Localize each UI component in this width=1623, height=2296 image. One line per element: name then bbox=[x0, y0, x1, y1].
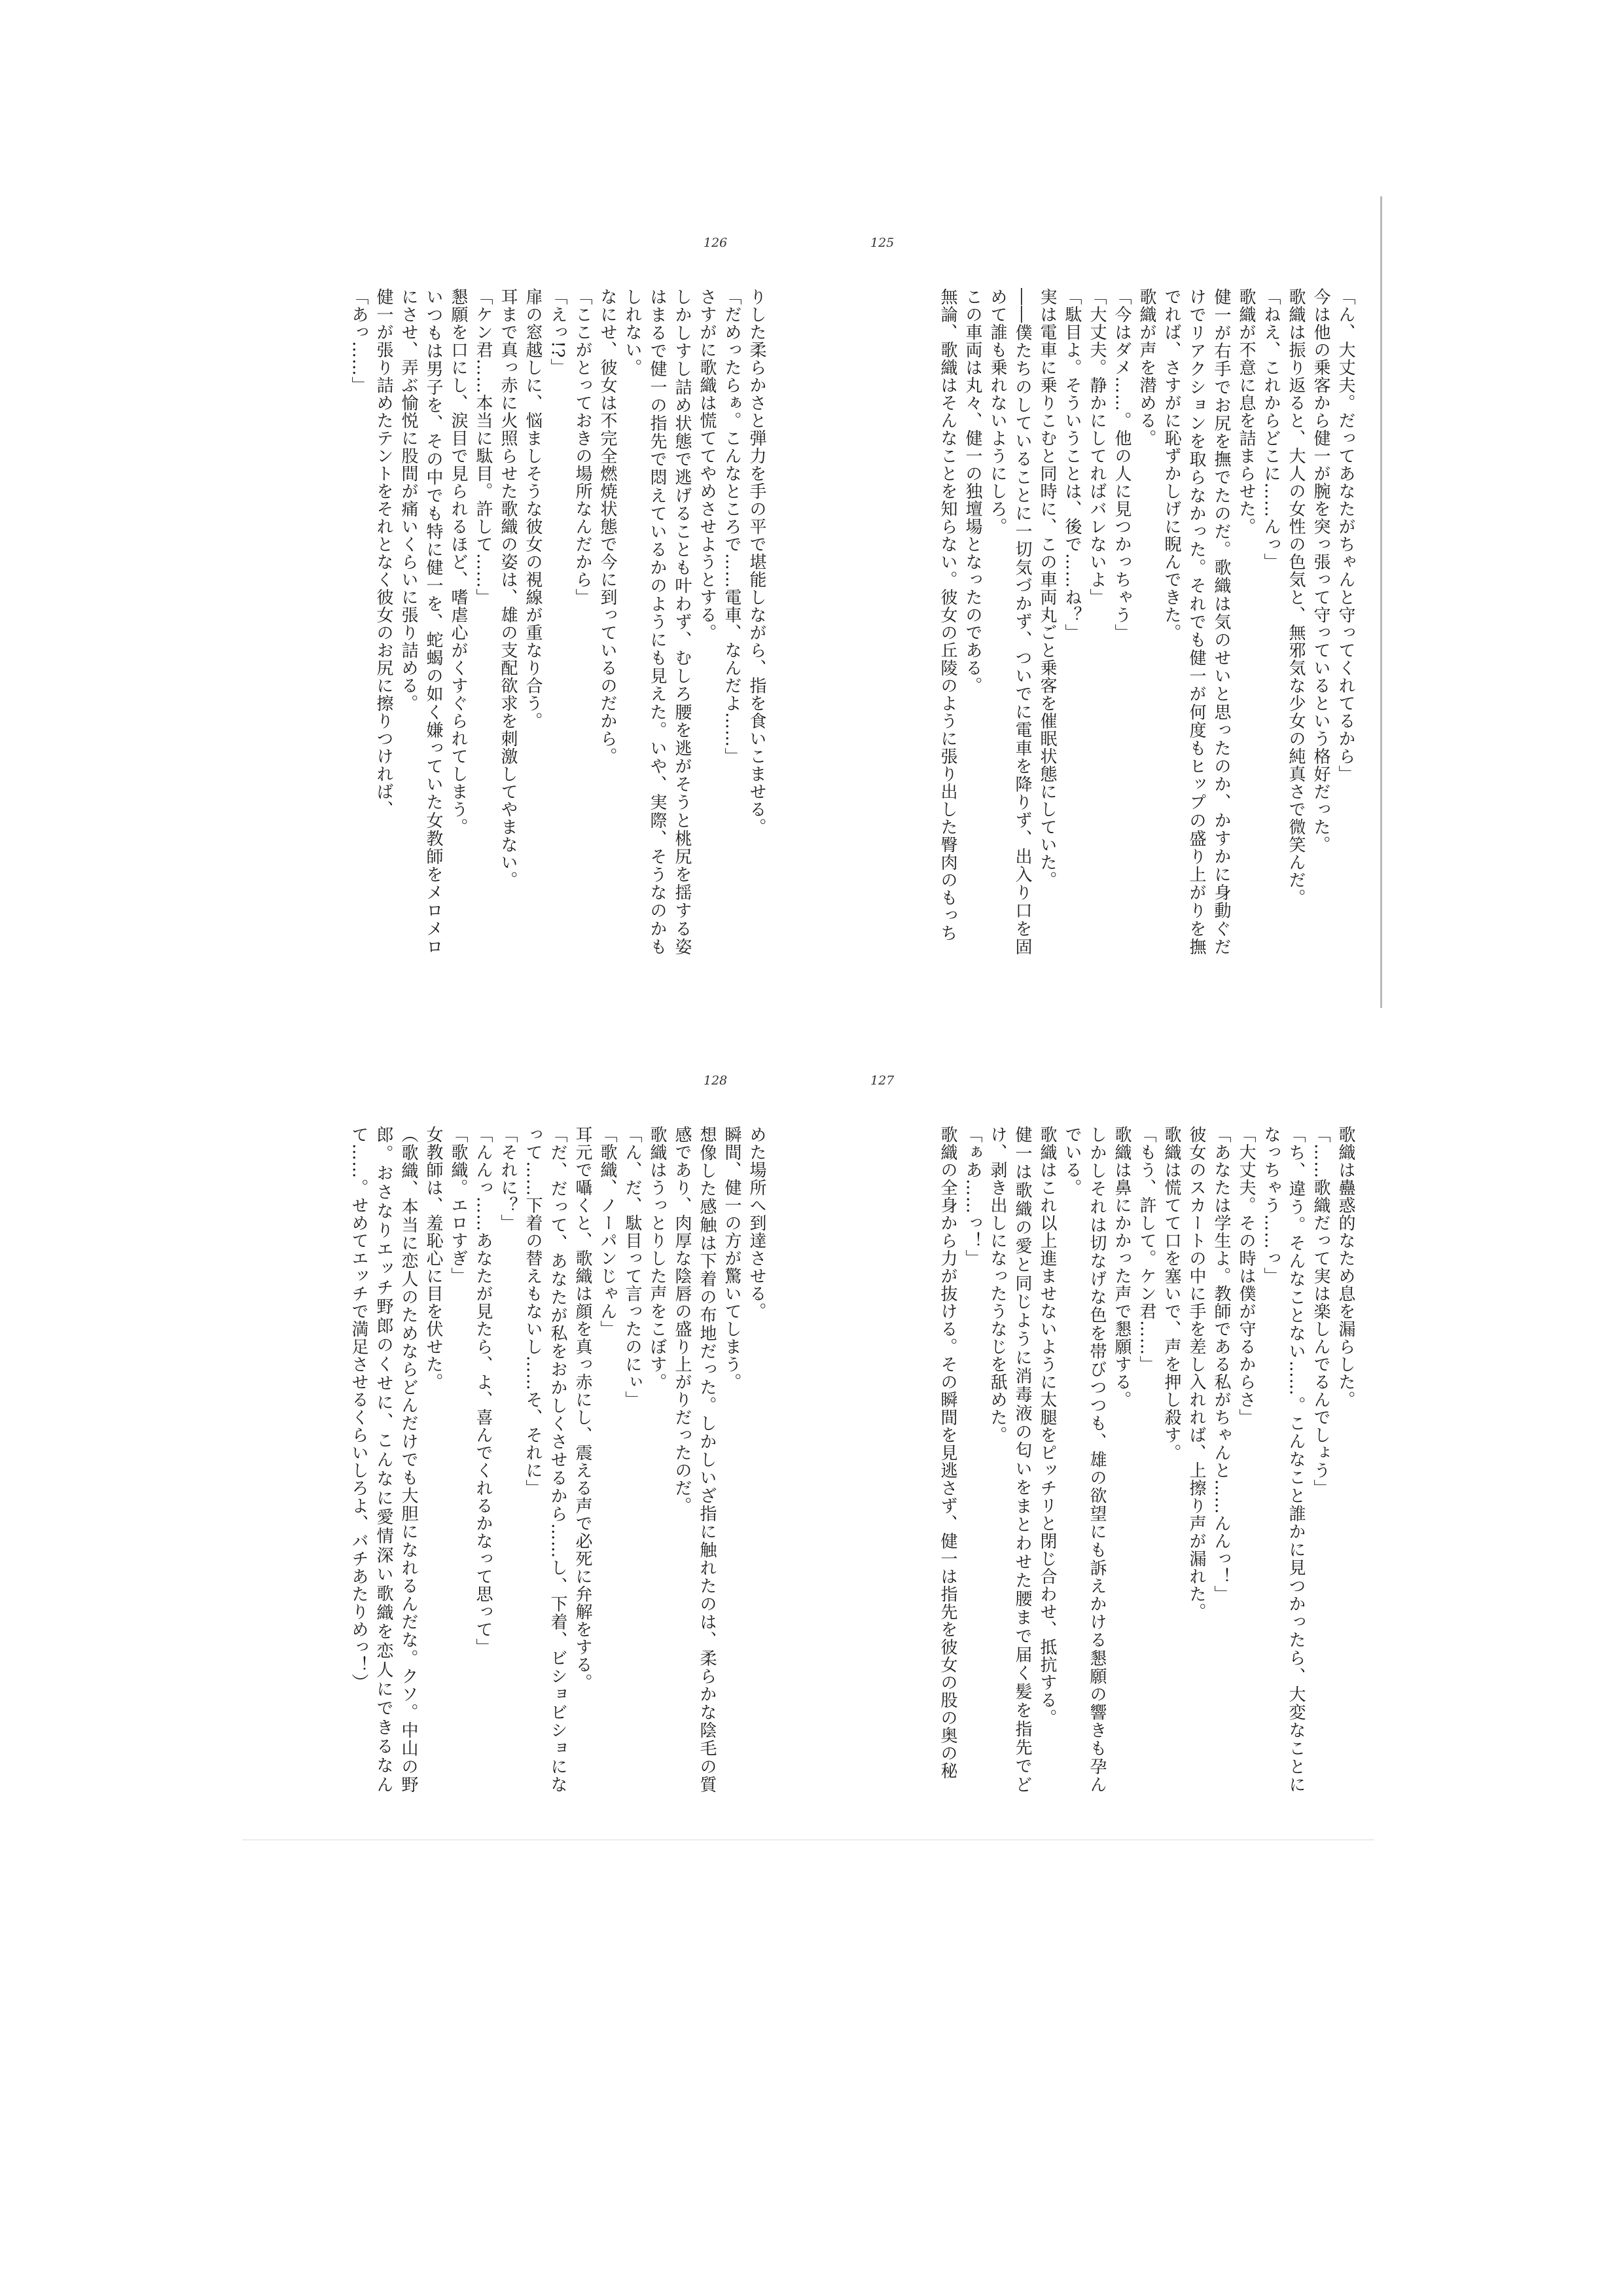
page-126 bbox=[281, 236, 769, 962]
text-line: なにせ、彼女は不完全燃焼状態で今に到っているのだから。 bbox=[597, 288, 617, 765]
text-line: ――僕たちのしていることに一切気づかず、ついでに電車を降りず、出入り口を固めて誰も乗れないようにしろ。 bbox=[988, 288, 1032, 956]
text-line: 「えっ!?」 bbox=[548, 288, 567, 376]
text-line: 「だ、だって、あなたが私をおかしくさせるから……し、下着、ビショビショになって……下着の替えもないし……そ、それに」 bbox=[523, 1126, 567, 1793]
text-line: 健一が右手でお尻を撫でたのだ。歌織は気のせいと思ったのか、かすかに身動ぐだけでリアクションを取らなかった。それでも健一が何度もヒップの盛り上がりを撫でれば、さすがに恥ずかしげに睨んできた。 bbox=[1162, 288, 1231, 956]
text-line: 想像した感触は下着の布地だった。しかしいざ指に触れたのは、柔らかな陰毛の質感であり、肉厚な陰唇の盛り上がりだったのだ。 bbox=[672, 1126, 717, 1793]
text-line: 歌織は振り返ると、大人の女性の色気と、無邪気な少女の純真さで微笑んだ。 bbox=[1286, 288, 1306, 906]
text-line: 「駄目よ。そういうことは、後で……ね？」 bbox=[1062, 288, 1082, 641]
page-128 bbox=[281, 1073, 769, 1800]
text-line: 「ち、違う。そんなことない……。こんなこと誰かに見つかったら、大変なことになっちゃう……っ」 bbox=[1261, 1126, 1306, 1793]
text-line: 瞬間、健一の方が驚いてしまう。 bbox=[722, 1126, 741, 1391]
page-125 bbox=[870, 236, 1358, 962]
text-line: 「ここがとっておきの場所なんだから」 bbox=[573, 288, 592, 606]
text-line: 「今はダメ……。他の人に見つかっちゃう」 bbox=[1112, 288, 1132, 641]
text-line: 「ぁあ……っ！」 bbox=[963, 1126, 982, 1267]
text-line: 「……歌織だって実は楽しんでるんでしょう」 bbox=[1311, 1126, 1330, 1497]
text-line: 「あなたは学生よ。教師である私がちゃんと……んんっ！」 bbox=[1211, 1126, 1231, 1603]
text-line: しかしそれは切なげな色を帯びつつも、雄の欲望にも訴えかける懇願の響きも孕んでいる。 bbox=[1062, 1126, 1107, 1793]
text-line: 「歌織、ノーパンじゃん」 bbox=[597, 1126, 617, 1338]
text-line: 歌織はこれ以上進ませないように太腿をピッチリと閉じ合わせ、抵抗する。 bbox=[1037, 1126, 1057, 1727]
text-line: 耳まで真っ赤に火照らせた歌織の姿は、雄の支配欲求を刺激してやまない。 bbox=[498, 288, 518, 889]
text-line: 健一が張り詰めたテントをそれとなく彼女のお尻に擦りつければ、 bbox=[374, 288, 393, 818]
text-line: （歌織、本当に恋人のためならどんだけでも大胆になれるんだな。クソ。中山の野郎。おさなりエッチ野郎のくせに、こんなに愛情深い歌織を恋人にできるなんて……。せめてエッチで満足させるくらいしろよ、バチあたりめっ！） bbox=[349, 1126, 418, 1793]
text-line: 「ん、大丈夫。だってあなたがちゃんと守ってくれてるから」 bbox=[1336, 288, 1355, 783]
page-number: 127 bbox=[870, 1073, 895, 1088]
text-line: 耳元で囁くと、歌織は顔を真っ赤にし、震える声で必死に弁解をする。 bbox=[573, 1126, 592, 1691]
text-line: 「大丈夫。静かにしてればバレないよ」 bbox=[1087, 288, 1107, 606]
text-line: 歌織は蠱惑的なため息を漏らした。 bbox=[1336, 1126, 1355, 1408]
text-line: 歌織の全身から力が抜ける。その瞬間を見逃さず、健一は指先を彼女の股の奥の秘 bbox=[938, 1126, 957, 1780]
page-number: 128 bbox=[704, 1073, 728, 1088]
text-line: 実は電車に乗りこむと同時に、この車両丸ごと乗客を催眠状態にしていた。 bbox=[1037, 288, 1057, 889]
page-text bbox=[870, 288, 1358, 956]
text-line: 「んんっ……あなたが見たら、よ、喜んでくれるかなって思って」 bbox=[473, 1126, 493, 1656]
text-line: さすがに歌織は慌ててやめさせようとする。 bbox=[697, 288, 717, 641]
page-127 bbox=[870, 1073, 1358, 1800]
text-line: 彼女のスカートの中に手を差し入れれば、上擦り声が漏れた。 bbox=[1186, 1126, 1206, 1621]
text-line: りした柔らかさと弾力を手の平で堪能しながら、指を食いこませる。 bbox=[747, 288, 766, 836]
text-line: 歌織が不意に息を詰まらせた。 bbox=[1236, 288, 1256, 535]
text-line: 歌織が声を潜める。 bbox=[1137, 288, 1156, 447]
text-line: めた場所へ到達させる。 bbox=[747, 1126, 766, 1320]
book-fold-line bbox=[1380, 196, 1382, 1008]
text-line: 「もう、許して。ケン君……」 bbox=[1137, 1126, 1156, 1373]
text-line: この車両は丸々、健一の独壇場となったのである。 bbox=[963, 288, 982, 694]
text-line: いつもは男子を、その中でも特に健一を、蛇蝎の如く嫌っていた女教師をメロメロにさせ、弄ぶ愉悦に股間が痛いくらいに張り詰める。 bbox=[399, 288, 443, 956]
page-text bbox=[870, 1126, 1358, 1793]
page-text bbox=[281, 288, 769, 956]
text-line: 「大丈夫。その時は僕が守るからさ」 bbox=[1236, 1126, 1256, 1426]
text-line: 「ねえ、これからどこに……んっ」 bbox=[1261, 288, 1281, 571]
text-line: 女教師は、羞恥心に目を伏せた。 bbox=[423, 1126, 443, 1391]
bottom-rule bbox=[242, 1839, 1374, 1840]
page-number: 125 bbox=[870, 236, 895, 250]
page-number: 126 bbox=[704, 236, 728, 250]
text-line: 「あっ……」 bbox=[349, 288, 368, 394]
text-line: 「歌織。エロすぎ」 bbox=[448, 1126, 468, 1285]
text-line: 今は他の乗客から健一が腕を突っ張って守っているという格好だった。 bbox=[1311, 288, 1330, 853]
text-line: 「だめったらぁ。こんなところで……電車、なんだよ……」 bbox=[722, 288, 741, 765]
text-line: 「それに？」 bbox=[498, 1126, 518, 1232]
text-line: 歌織は慌てて口を塞いで、声を押し殺す。 bbox=[1162, 1126, 1181, 1462]
text-line: 歌織は鼻にかかった声で懇願する。 bbox=[1112, 1126, 1132, 1408]
text-line: 「ん、だ、駄目って言ったのにぃ」 bbox=[622, 1126, 642, 1408]
text-line: 健一は歌織の愛と同じように消毒液の匂いをまとわせた腰まで届く髪を指先でどけ、剥き出しになったうなじを舐めた。 bbox=[988, 1126, 1032, 1793]
text-line: しかしすし詰め状態で逃げることも叶わず、むしろ腰を逃がそうと桃尻を揺する姿はまるで健一の指先で悶えているかのようにも見えた。いや、実際、そうなのかもしれない。 bbox=[622, 288, 692, 956]
page-text bbox=[281, 1126, 769, 1793]
text-line: 歌織はうっとりした声をこぼす。 bbox=[647, 1126, 667, 1391]
text-line: 「ケン君……本当に駄目。許して……」 bbox=[473, 288, 493, 606]
text-line: 懇願を口にし、涙目で見られるほど、嗜虐心がくすぐられてしまう。 bbox=[448, 288, 468, 836]
text-line: 扉の窓越しに、悩ましそうな彼女の視線が重なり合う。 bbox=[523, 288, 543, 730]
text-line: 無論、歌織はそんなことを知らない。彼女の丘陵のように張り出した臀肉のもっち bbox=[938, 288, 957, 942]
